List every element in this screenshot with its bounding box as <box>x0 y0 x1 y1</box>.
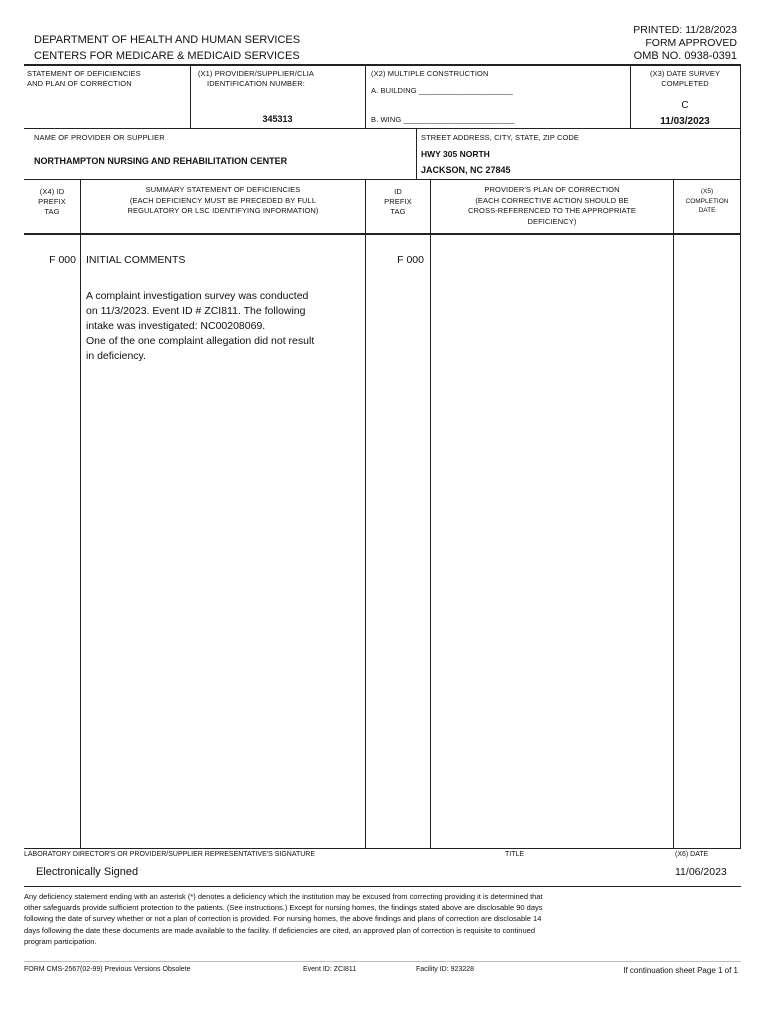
statement-label: STATEMENT OF DEFICIENCIES AND PLAN OF CORRECTION <box>27 69 141 88</box>
plan-col-divider <box>673 179 674 849</box>
address-divider <box>416 128 417 179</box>
page-indicator: If continuation sheet Page 1 of 1 <box>623 966 738 975</box>
form-approval-block <box>633 24 737 63</box>
provider-name: NORTHAMPTON NURSING AND REHABILITATION CENTER <box>34 156 288 166</box>
x5-header: (X5) COMPLETION DATE <box>685 188 729 214</box>
signature-bottom-border <box>24 886 741 887</box>
plan-header: PROVIDER'S PLAN OF CORRECTION (EACH CORRECTIVE ACTION SHOULD BE CROSS-REFERENCED TO THE APPROPRIATE DEFICIENCY) <box>468 185 636 226</box>
event-id: Event ID: ZCI811 <box>303 966 357 973</box>
provider-name-label: NAME OF PROVIDER OR SUPPLIER <box>34 133 165 142</box>
id-header: ID PREFIX TAG <box>384 187 412 216</box>
x1-identification-number: 345313 <box>262 114 293 124</box>
top-border <box>24 64 741 66</box>
row-divider-2 <box>24 179 741 180</box>
form-approved-label: FORM APPROVED <box>645 37 737 49</box>
header-divider <box>24 233 741 235</box>
comments-heading: INITIAL COMMENTS <box>86 254 186 266</box>
x3-label: (X3) DATE SURVEY COMPLETED <box>649 69 721 88</box>
x4-col-divider <box>80 179 81 849</box>
omb-number: OMB NO. 0938-0391 <box>633 50 737 62</box>
address-label: STREET ADDRESS, CITY, STATE, ZIP CODE <box>421 133 580 142</box>
x2-divider <box>365 64 366 128</box>
summary-header: SUMMARY STATEMENT OF DEFICIENCIES (EACH DEFICIENCY MUST BE PRECEDED BY FULL REGULATORY OR LSC IDENTIFYING INFORMATION) <box>127 185 319 215</box>
facility-id: Facility ID: 923228 <box>416 966 474 973</box>
tag-left: F 000 <box>49 254 76 266</box>
summary-col-divider <box>365 179 366 849</box>
agency-header <box>34 32 300 64</box>
address-line-1: HWY 305 NORTH <box>421 149 490 159</box>
signature-value: Electronically Signed <box>36 866 139 878</box>
address-line-2: JACKSON, NC 27845 <box>421 165 511 175</box>
right-border <box>740 64 741 849</box>
body-bottom-border <box>24 848 741 849</box>
x6-date-label: (X6) DATE <box>675 851 709 858</box>
x1-label: (X1) PROVIDER/SUPPLIER/CLIA IDENTIFICATION NUMBER: <box>197 69 315 88</box>
printed-date: PRINTED: 11/28/2023 <box>633 24 737 36</box>
tag-right: F 000 <box>397 254 424 266</box>
x2-label: (X2) MULTIPLE CONSTRUCTION <box>371 69 489 78</box>
signature-date: 11/06/2023 <box>675 866 727 878</box>
wing-label: B. WING __________________________ <box>371 115 515 124</box>
agency-line-2: CENTERS FOR MEDICARE & MEDICAID SERVICES <box>34 50 300 62</box>
signature-label: LABORATORY DIRECTOR'S OR PROVIDER/SUPPLIER REPRESENTATIVE'S SIGNATURE <box>24 851 316 858</box>
id-col-divider <box>430 179 431 849</box>
comments-text: A complaint investigation survey was conducted on 11/3/2023. Event ID # ZCI811. The following intake was investigated: NC00208069. One of the one complaint allegation did not result in deficiency. <box>86 290 315 362</box>
x4-header: (X4) ID PREFIX TAG <box>38 187 66 216</box>
building-label: A. BUILDING ______________________ <box>371 86 513 95</box>
x3-survey-date: 11/03/2023 <box>660 116 710 127</box>
agency-line-1: DEPARTMENT OF HEALTH AND HUMAN SERVICES <box>34 34 301 46</box>
form-number: FORM CMS-2567(02-99) Previous Versions Obsolete <box>24 966 191 973</box>
disclaimer-text: Any deficiency statement ending with an asterisk (*) denotes a deficiency which the institution may be excused from correcting providing it is determined that other safeguards provide sufficient protection to the patients. (See instructions.) Except for nursing homes, the findings stated above are disclosable 90 days following the date of survey whether or not a plan of correction is provided. For nursing homes, the above findings and plans of correction are disclosable 14 days following the date these documents are made available to the facility. If deficiencies are cited, an approved plan of correction is requisite to continued program participation. <box>24 892 543 946</box>
row-divider-1 <box>24 128 741 129</box>
footer-rule <box>24 961 741 962</box>
x3-code: C <box>681 100 689 111</box>
title-label: TITLE <box>505 851 525 858</box>
